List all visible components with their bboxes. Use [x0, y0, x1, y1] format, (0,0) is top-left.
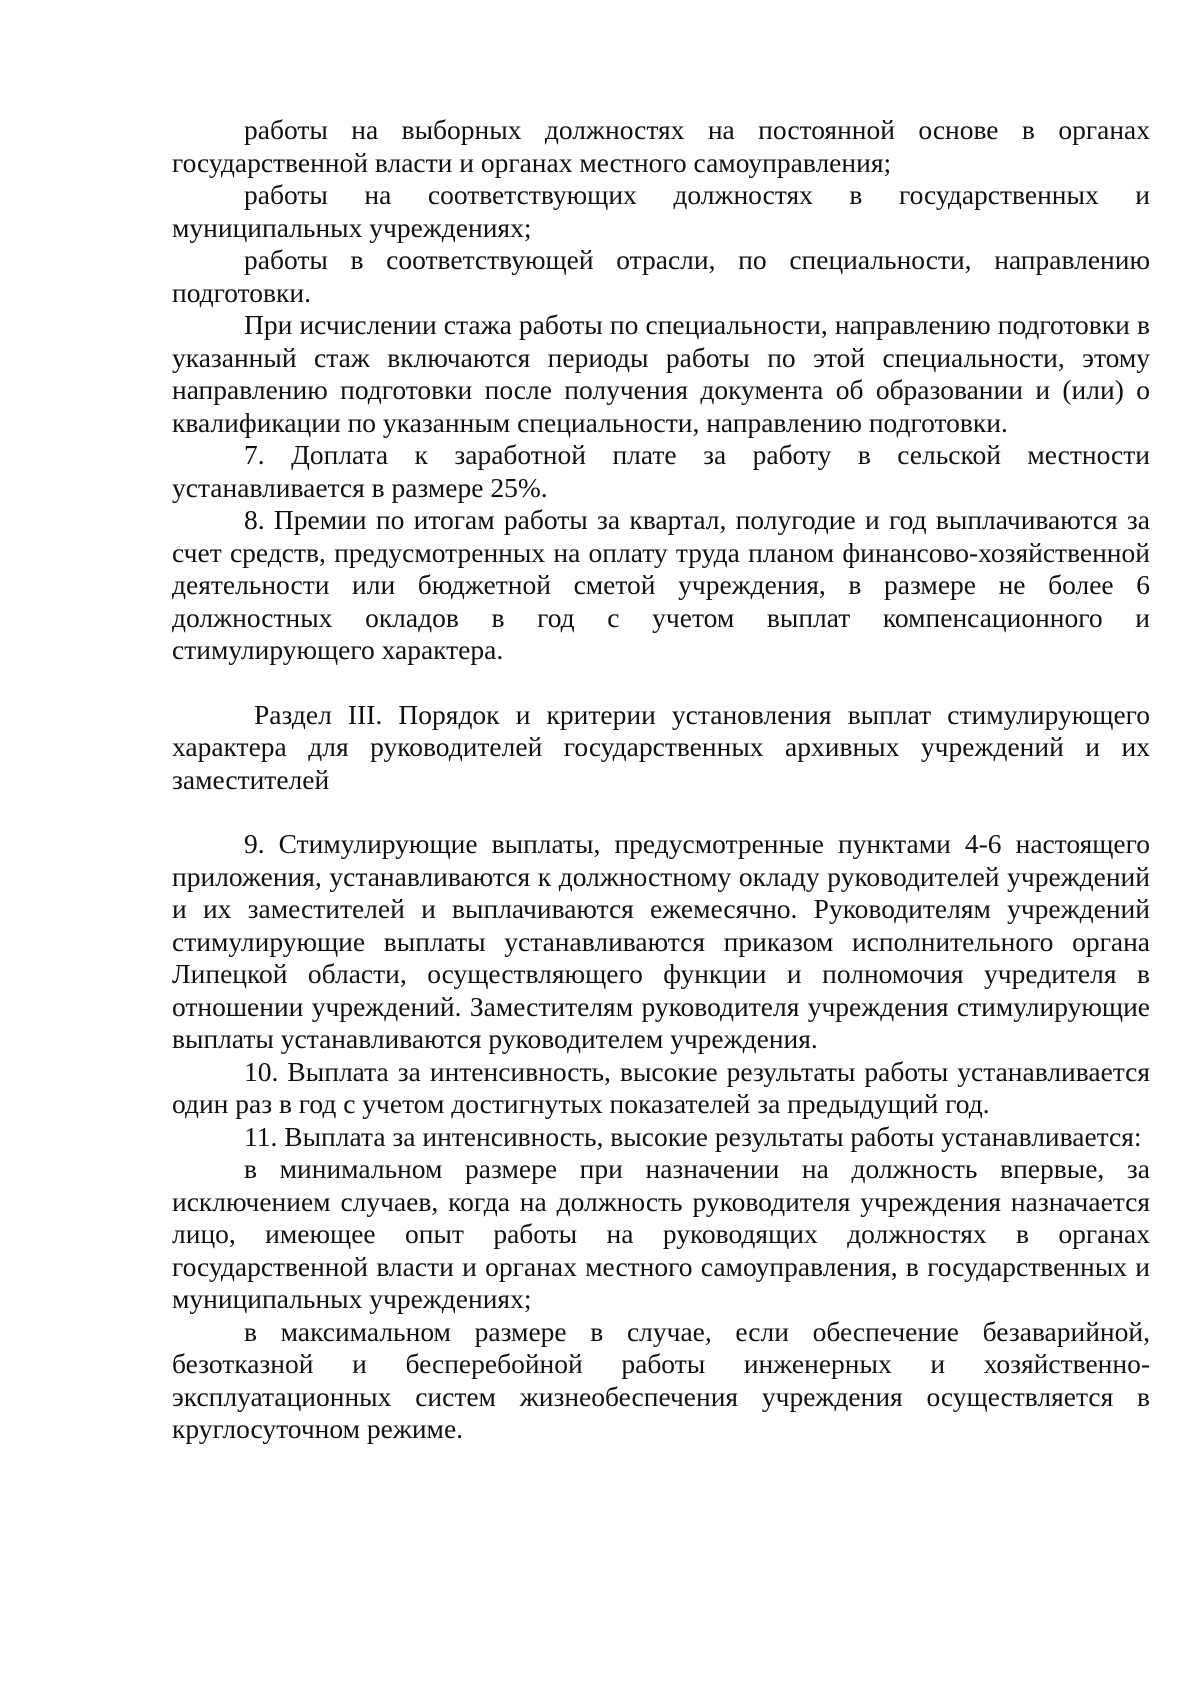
paragraph-item-10: 10. Выплата за интенсивность, высокие результаты работы устанавливается один раз в год с учетом достигнутых показателей за предыдущий год.	[172, 1055, 1150, 1119]
paragraph-industry-work: работы в соответствующей отрасли, по специальности, направлению подготовки.	[172, 244, 1150, 308]
paragraph-minimum-size: в минимальном размере при назначении на должность впервые, за исключением случаев, когда на должность руководителя учреждения назначается лицо, имеющее опыт работы на руководящих должностях в органах государственной власти и органах местного самоуправления, в государственных и муниципальных учреждениях;	[172, 1153, 1150, 1314]
paragraph-seniority-calculation: При исчислении стажа работы по специальности, направлению подготовки в указанный стаж включаются периоды работы по этой специальности, этому направлению подготовки после получения документа об образовании и (или) о квалификации по указанным специальности, направлению подготовки.	[172, 309, 1150, 438]
section-heading: Раздел III. Порядок и критерии установления выплат стимулирующего характера для руководителей государственных архивных учреждений и их заместителей	[172, 698, 1150, 795]
paragraph-item-9: 9. Стимулирующие выплаты, предусмотренные пунктами 4-6 настоящего приложения, устанавливаются к должностному окладу руководителей учреждений и их заместителей и выплачиваются ежемесячно. Руководителям учреждений стимулирующие выплаты устанавливаются приказом исполнительного органа Липецкой области, осуществляющего функции и полномочия учредителя в отношении учреждений. Заместителям руководителя учреждения стимулирующие выплаты устанавливаются руководителем учреждения.	[172, 828, 1150, 1054]
document-page	[172, 114, 1150, 1446]
paragraph-elected-positions: работы на выборных должностях на постоянной основе в органах государственной власти и органах местного самоуправления;	[172, 114, 1150, 178]
paragraph-maximum-size: в максимальном размере в случае, если обеспечение безаварийной, безотказной и бесперебойной работы инженерных и хозяйственно-эксплуатационных систем жизнеобеспечения учреждения осуществляется в круглосуточном режиме.	[172, 1315, 1150, 1444]
paragraph-institution-positions: работы на соответствующих должностях в государственных и муниципальных учреждениях;	[172, 179, 1150, 243]
paragraph-item-8: 8. Премии по итогам работы за квартал, полугодие и год выплачиваются за счет средств, предусмотренных на оплату труда планом финансово-хозяйственной деятельности или бюджетной сметой учреждения, в размере не более 6 должностных окладов в год с учетом выплат компенсационного и стимулирующего характера.	[172, 504, 1150, 665]
paragraph-item-11: 11. Выплата за интенсивность, высокие результаты работы устанавливается:	[244, 1120, 1142, 1152]
paragraph-item-7: 7. Доплата к заработной плате за работу в сельской местности устанавливается в размере 25%.	[172, 439, 1150, 503]
